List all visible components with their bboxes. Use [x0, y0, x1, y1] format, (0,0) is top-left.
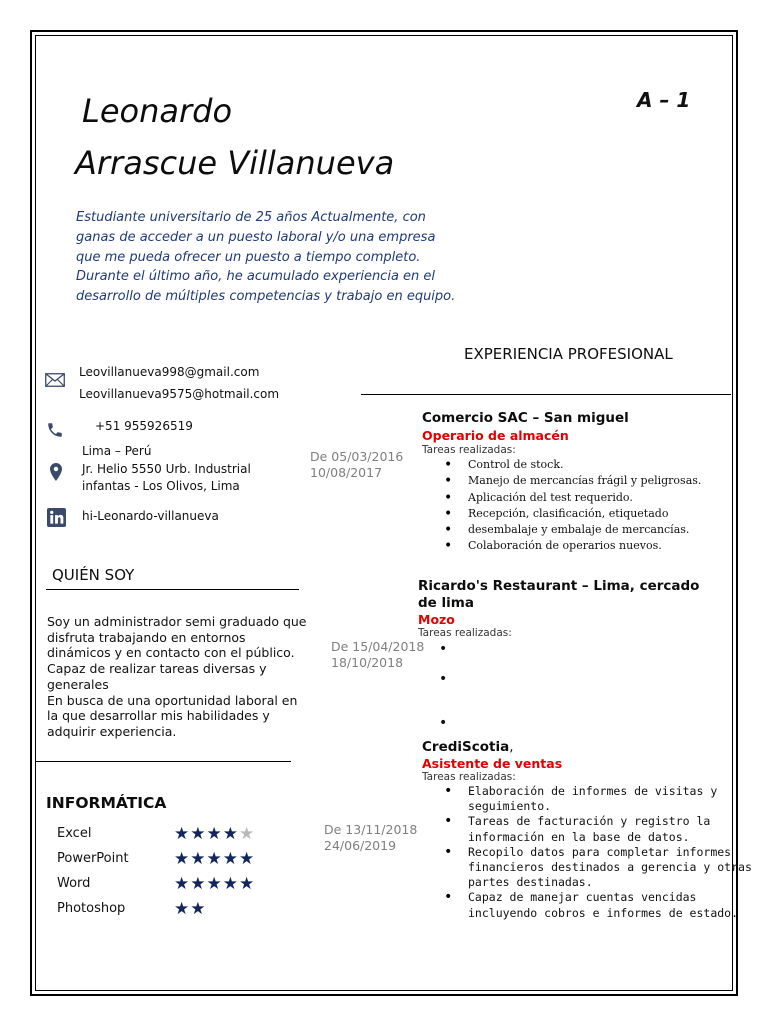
job-1-tasks-label: Tareas realizadas: — [422, 444, 516, 456]
job-3-company-suffix: , — [509, 739, 514, 755]
task-item: • Colaboración de operarios nuevos. — [468, 538, 768, 554]
star-filled-icon: ★ — [174, 874, 191, 894]
star-filled-icon: ★ — [174, 899, 191, 919]
job-3-tasks — [422, 784, 766, 921]
about-text: Soy un administrador semi graduado que disfruta trabajando en entornos dinámicos y en contacto con el público. Capaz de realizar tareas diversas y generales En busca de una oportunidad laboral en la que desarrollar mis habilidades y adquirir experiencia. — [47, 614, 307, 739]
experience-divider — [361, 394, 731, 395]
star-filled-icon: ★ — [206, 824, 223, 844]
star-filled-icon: ★ — [190, 874, 207, 894]
job-1-dates: De 05/03/2016 10/08/2017 — [310, 449, 404, 480]
job-3-role: Asistente de ventas — [422, 756, 563, 771]
phone-icon — [45, 420, 65, 440]
star-filled-icon: ★ — [174, 824, 191, 844]
email-secondary[interactable]: Leovillanueva9575@hotmail.com — [79, 387, 280, 401]
last-name: Arrascue Villanueva — [75, 144, 395, 182]
job-2-company: Ricardo's Restaurant – Lima, cercado de lima — [418, 578, 700, 611]
star-filled-icon: ★ — [239, 874, 256, 894]
linkedin-icon — [46, 507, 66, 527]
job-2-bullet-mark: • — [439, 715, 448, 731]
star-filled-icon: ★ — [190, 824, 207, 844]
task-item: • Aplicación del test requerido. — [468, 490, 768, 506]
skill-name: Word — [57, 876, 91, 891]
task-item: • Recopilo datos para completar informes financieros destinados a gerencia y otras partes destinadas. — [468, 845, 766, 891]
star-filled-icon: ★ — [190, 849, 207, 869]
job-1-role: Operario de almacén — [422, 428, 569, 443]
skill-rating — [174, 849, 255, 869]
city: Lima – Perú — [82, 444, 152, 458]
skill-rating — [174, 824, 255, 844]
job-3-company-name: CrediScotia — [422, 739, 510, 755]
email-primary[interactable]: Leovillanueva998@gmail.com — [79, 365, 260, 379]
task-item: • Capaz de manejar cuentas vencidas incluyendo cobros e informes de estado. — [468, 890, 766, 920]
about-divider — [46, 589, 299, 590]
star-filled-icon: ★ — [190, 899, 207, 919]
skills-title: INFORMÁTICA — [46, 794, 167, 812]
job-2-bullet-mark: • — [439, 641, 448, 657]
job-1-tasks — [422, 457, 768, 555]
experience-title: EXPERIENCIA PROFESIONAL — [464, 345, 673, 363]
profile-summary: Estudiante universitario de 25 años Actualmente, con ganas de acceder a un puesto laboral y/o una empresa que me pueda ofrecer un puesto a tiempo completo. Durante el último año, he acumulado experiencia en el desarrollo de múltiples competencias y trabajo en equipo. — [76, 210, 456, 305]
task-item: • Manejo de mercancías frágil y peligrosas. — [468, 473, 768, 489]
skill-name: Photoshop — [57, 901, 126, 916]
job-2-bullet-mark: • — [439, 671, 448, 687]
linkedin-handle[interactable]: hi-Leonardo-villanueva — [82, 509, 219, 523]
job-1-company: Comercio SAC – San miguel — [422, 410, 629, 426]
location-pin-icon — [49, 462, 63, 482]
star-filled-icon: ★ — [222, 874, 239, 894]
skill-name: Excel — [57, 826, 92, 841]
skills-divider — [36, 761, 291, 762]
star-filled-icon: ★ — [206, 849, 223, 869]
job-3-dates: De 13/11/2018 24/06/2019 — [324, 822, 418, 853]
job-3-tasks-label: Tareas realizadas: — [422, 771, 516, 783]
first-name: Leonardo — [82, 92, 233, 130]
task-item: • Elaboración de informes de visitas y seguimiento. — [468, 784, 766, 814]
task-item: • desembalaje y embalaje de mercancías. — [468, 522, 768, 538]
task-item: • Recepción, clasificación, etiquetado — [468, 506, 768, 522]
envelope-icon — [44, 372, 66, 388]
document-code: A – 1 — [637, 88, 691, 112]
star-filled-icon: ★ — [239, 849, 256, 869]
skill-name: PowerPoint — [57, 851, 129, 866]
job-2-role: Mozo — [418, 612, 455, 627]
about-title: QUIÉN SOY — [52, 566, 135, 584]
phone-number[interactable]: +51 955926519 — [95, 419, 193, 433]
task-item: • Tareas de facturación y registro la información en la base de datos. — [468, 814, 766, 844]
job-2-tasks-label: Tareas realizadas: — [418, 627, 512, 639]
star-filled-icon: ★ — [222, 849, 239, 869]
star-filled-icon: ★ — [222, 824, 239, 844]
skill-rating — [174, 899, 207, 919]
job-2-dates: De 15/04/2018 18/10/2018 — [331, 639, 425, 670]
star-empty-icon: ★ — [239, 824, 256, 844]
address-line-1: Jr. Helio 5550 Urb. Industrial — [82, 462, 251, 476]
skill-rating — [174, 874, 255, 894]
address-line-2: infantas - Los Olivos, Lima — [82, 479, 240, 493]
task-item: • Control de stock. — [468, 457, 768, 473]
job-3-company — [422, 739, 514, 756]
star-filled-icon: ★ — [206, 874, 223, 894]
star-filled-icon: ★ — [174, 849, 191, 869]
